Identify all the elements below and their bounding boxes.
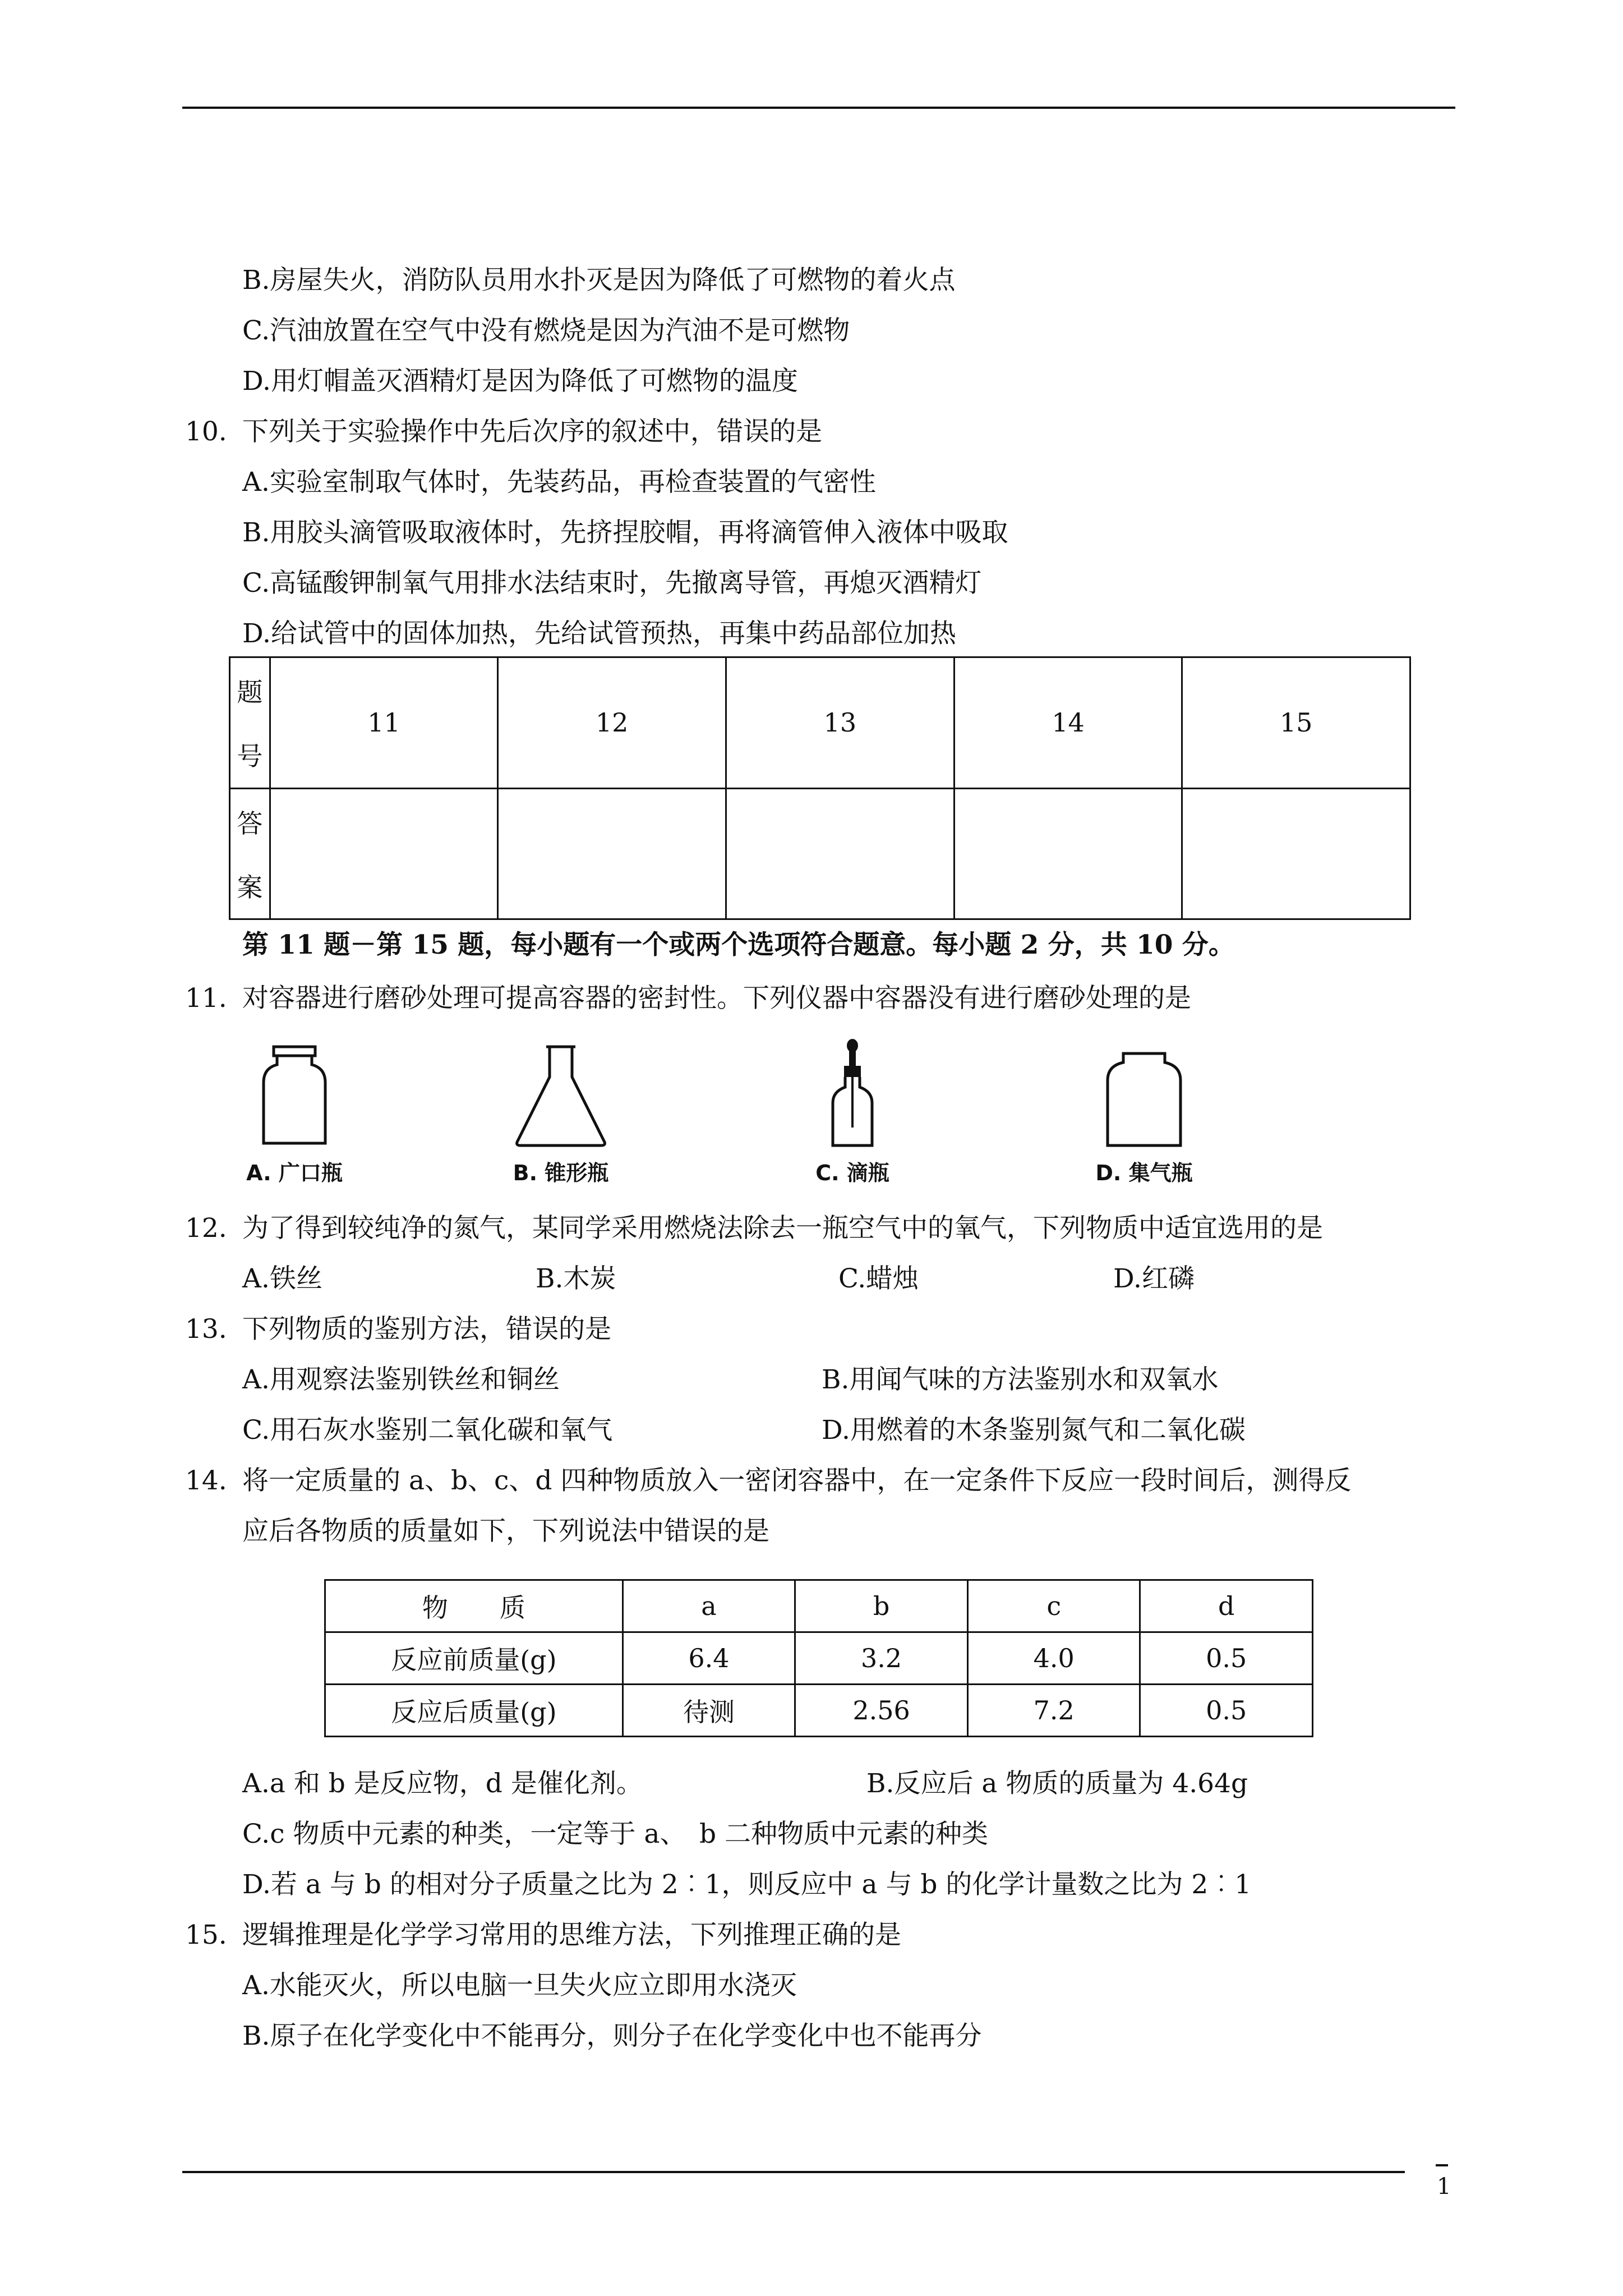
header-rule [182, 107, 1455, 109]
instrument-dropper-bottle [791, 1038, 914, 1186]
wide-mouth-bottle-icon [258, 1043, 331, 1150]
q10-stem: 下列关于实验操作中先后次序的叙述中，错误的是 [242, 416, 822, 447]
q14-option-d: D.若 a 与 b 的相对分子质量之比为 2︰1，则反应中 a 与 b 的化学计量数之比为 2︰1 [242, 1869, 1252, 1900]
q9-option-b: B.房屋失火，消防队员用水扑灭是因为降低了可燃物的着火点 [242, 265, 956, 296]
q13-option-a: A.用观察法鉴别铁丝和铜丝 [242, 1364, 560, 1395]
q11-number: 11. [185, 983, 227, 1014]
mass-table-cell: 0.5 [1140, 1685, 1313, 1737]
mass-table-row [325, 1685, 1313, 1737]
mass-table-cell: 2.56 [795, 1685, 968, 1737]
answer-table-answer-label: 答 案 [230, 788, 270, 919]
mass-table-cell: 物 质 [325, 1580, 623, 1632]
answer-table-number: 14 [954, 657, 1182, 789]
answer-table-number: 13 [726, 657, 955, 789]
instrument-conical-flask [494, 1043, 628, 1186]
q10-number: 10. [185, 416, 227, 447]
q10-option-d: D.给试管中的固体加热，先给试管预热，再集中药品部位加热 [242, 618, 956, 649]
q14-number: 14. [185, 1465, 227, 1496]
mass-table-cell: c [968, 1580, 1140, 1632]
answer-cell[interactable] [498, 788, 726, 919]
mass-table-cell: d [1140, 1580, 1313, 1632]
answer-table-number: 12 [498, 657, 726, 789]
q11-stem: 对容器进行磨砂处理可提高容器的密封性。下列仪器中容器没有进行磨砂处理的是 [242, 983, 1191, 1014]
mass-table-header [325, 1580, 1313, 1632]
q15-option-b: B.原子在化学变化中不能再分，则分子在化学变化中也不能再分 [242, 2021, 982, 2051]
instrument-label: D. 集气瓶 [1095, 1161, 1193, 1185]
answer-table-number: 11 [270, 657, 498, 789]
mass-table-row [325, 1632, 1313, 1685]
mass-table-cell: 3.2 [795, 1632, 968, 1685]
q15-number: 15. [185, 1920, 227, 1950]
q9-option-d: D.用灯帽盖灭酒精灯是因为降低了可燃物的温度 [242, 366, 798, 397]
q12-option-b: B.木炭 [536, 1263, 616, 1294]
answer-table-question-label: 题 号 [230, 657, 270, 789]
q13-number: 13. [185, 1314, 227, 1345]
instrument-label: C. 滴瓶 [815, 1161, 889, 1185]
dropper-bottle-icon [822, 1038, 883, 1150]
q10-option-b: B.用胶头滴管吸取液体时，先挤捏胶帽，再将滴管伸入液体中吸取 [242, 517, 1008, 548]
mass-table-cell: 待测 [623, 1685, 795, 1737]
page-number: 1 [1437, 2174, 1451, 2200]
instrument-gas-jar [1077, 1049, 1211, 1186]
q14-option-c: C.c 物质中元素的种类，一定等于 a、 b 二种物质中元素的种类 [242, 1819, 988, 1849]
mass-table-cell: 0.5 [1140, 1632, 1313, 1685]
q13-option-d: D.用燃着的木条鉴别氮气和二氧化碳 [822, 1415, 1246, 1446]
footer-rule-short [1436, 2164, 1448, 2166]
answer-cell[interactable] [726, 788, 955, 919]
section-instruction: 第 11 题－第 15 题，每小题有一个或两个选项符合题意。每小题 2 分，共 10 分。 [242, 930, 1235, 960]
q12-stem: 为了得到较纯净的氮气，某同学采用燃烧法除去一瓶空气中的氧气，下列物质中适宜选用的是 [242, 1213, 1323, 1244]
q10-option-c: C.高锰酸钾制氧气用排水法结束时，先撤离导管，再熄灭酒精灯 [242, 568, 982, 599]
q12-option-c: C.蜡烛 [838, 1263, 919, 1294]
footer-rule [182, 2171, 1405, 2173]
q12-option-d: D.红磷 [1113, 1263, 1195, 1294]
answer-cell[interactable] [954, 788, 1182, 919]
gas-jar-icon [1102, 1049, 1186, 1150]
q13-stem: 下列物质的鉴别方法，错误的是 [242, 1314, 611, 1345]
instrument-label: B. 锥形瓶 [513, 1161, 609, 1185]
mass-table-cell: 7.2 [968, 1685, 1140, 1737]
q15-option-a: A.水能灭火，所以电脑一旦失火应立即用水浇灭 [242, 1970, 797, 2001]
q10-option-a: A.实验室制取气体时，先装药品，再检查装置的气密性 [242, 467, 876, 498]
q13-option-b: B.用闻气味的方法鉴别水和双氧水 [822, 1364, 1219, 1395]
mass-table-cell: 6.4 [623, 1632, 795, 1685]
answer-cell[interactable] [270, 788, 498, 919]
q13-option-c: C.用石灰水鉴别二氧化碳和氧气 [242, 1415, 613, 1446]
answer-table [229, 656, 1411, 920]
q9-option-c: C.汽油放置在空气中没有燃烧是因为汽油不是可燃物 [242, 315, 850, 346]
mass-table-cell: b [795, 1580, 968, 1632]
mass-table-cell: 反应前质量(g) [325, 1632, 623, 1685]
q14-stem-line1: 将一定质量的 a、b、c、d 四种物质放入一密闭容器中，在一定条件下反应一段时间后，测得反 [242, 1465, 1352, 1496]
mass-table-cell: 反应后质量(g) [325, 1685, 623, 1737]
q14-option-b: B.反应后 a 物质的质量为 4.64g [866, 1768, 1248, 1799]
q14-stem-line2: 应后各物质的质量如下，下列说法中错误的是 [242, 1516, 769, 1547]
instrument-wide-mouth-bottle [227, 1043, 362, 1186]
instrument-label: A. 广口瓶 [246, 1161, 343, 1185]
mass-table-cell: 4.0 [968, 1632, 1140, 1685]
q15-stem: 逻辑推理是化学学习常用的思维方法，下列推理正确的是 [242, 1920, 901, 1950]
conical-flask-icon [510, 1043, 611, 1150]
q12-option-a: A.铁丝 [242, 1263, 322, 1294]
q14-option-a: A.a 和 b 是反应物，d 是催化剂。 [242, 1768, 643, 1799]
mass-table [324, 1579, 1313, 1737]
answer-cell[interactable] [1182, 788, 1410, 919]
answer-table-number: 15 [1182, 657, 1410, 789]
q12-number: 12. [185, 1213, 227, 1244]
mass-table-cell: a [623, 1580, 795, 1632]
